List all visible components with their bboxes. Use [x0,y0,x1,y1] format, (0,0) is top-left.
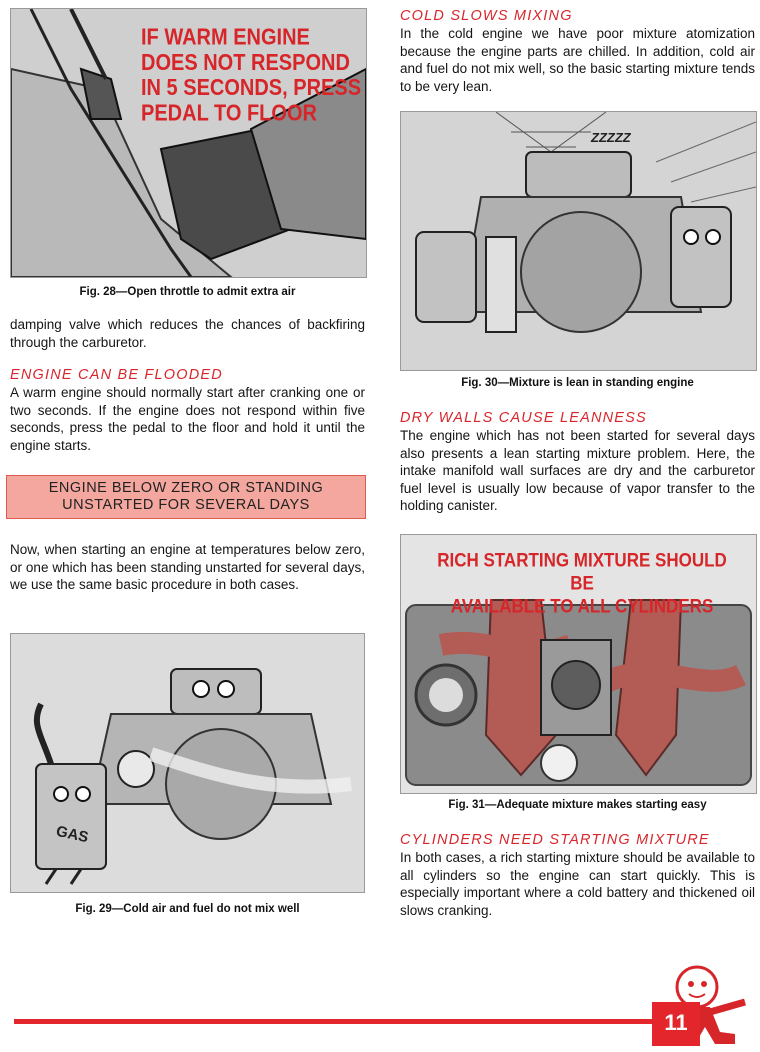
fig30-illustration [400,111,757,371]
snore-text: ZZZZZ [591,130,631,145]
fig30-caption: Fig. 30—Mixture is lean in standing engine [461,377,694,389]
below-zero-banner: ENGINE BELOW ZERO OR STANDING UNSTARTED FOR SEVERAL DAYS [6,475,366,519]
fig29-illustration [10,633,365,893]
gas-can-label: GAS [54,822,90,847]
fig31-caption: Fig. 31—Adequate mixture makes starting easy [448,799,707,811]
cold-engine-cartoon [11,634,364,892]
flooded-text: A warm engine should normally start after cranking one or two seconds. If the engine does not respond within five seconds, press the pedal to the floor and hold it until the engine starts. [10,385,365,453]
lean-engine-cartoon [401,112,756,370]
below-zero-text: Now, when starting an engine at temperatures below zero, or one which has been standing unstarted for several days, we use the same basic procedure in both cases. [10,542,365,592]
fig31-title: RICH STARTING MIXTURE SHOULD BE AVAILABLE TO ALL CYLINDERS [437,549,727,617]
page-number: 11 [664,1010,688,1035]
fig31-photo [400,534,757,794]
footer-rule [14,1019,654,1024]
dry-walls-text: The engine which has not been started for several days also presents a lean starting mixture problem. Here, the intake manifold wall surfaces are dry and the carburetor fuel level is usually low because of vapor transfer to the holding canister. [400,428,755,513]
damping-valve-text: damping valve which reduces the chances of backfiring through the carburetor. [10,317,365,350]
cold-mixing-text: In the cold engine we have poor mixture atomization because the engine parts are chilled. In addition, cold air and fuel do not mix well, so the basic starting mixture tends to be very lean. [400,26,755,94]
cold-mixing-heading: COLD SLOWS MIXING [400,8,573,24]
cylinders-heading: CYLINDERS NEED STARTING MIXTURE [400,832,710,848]
fig29-caption: Fig. 29—Cold air and fuel do not mix well [75,903,300,915]
fig28-title: IF WARM ENGINE DOES NOT RESPOND IN 5 SECONDS, PRESS PEDAL TO FLOOR [141,25,362,127]
cylinders-text: In both cases, a rich starting mixture should be available to all cylinders so the engine can start quickly. This is especially important where a cold battery and thickened oil slows cranking. [400,850,755,918]
fig28-illustration [10,8,367,278]
fig28-caption: Fig. 28—Open throttle to admit extra air [79,286,296,298]
dry-walls-heading: DRY WALLS CAUSE LEANNESS [400,410,647,426]
flooded-heading: ENGINE CAN BE FLOODED [10,367,223,383]
